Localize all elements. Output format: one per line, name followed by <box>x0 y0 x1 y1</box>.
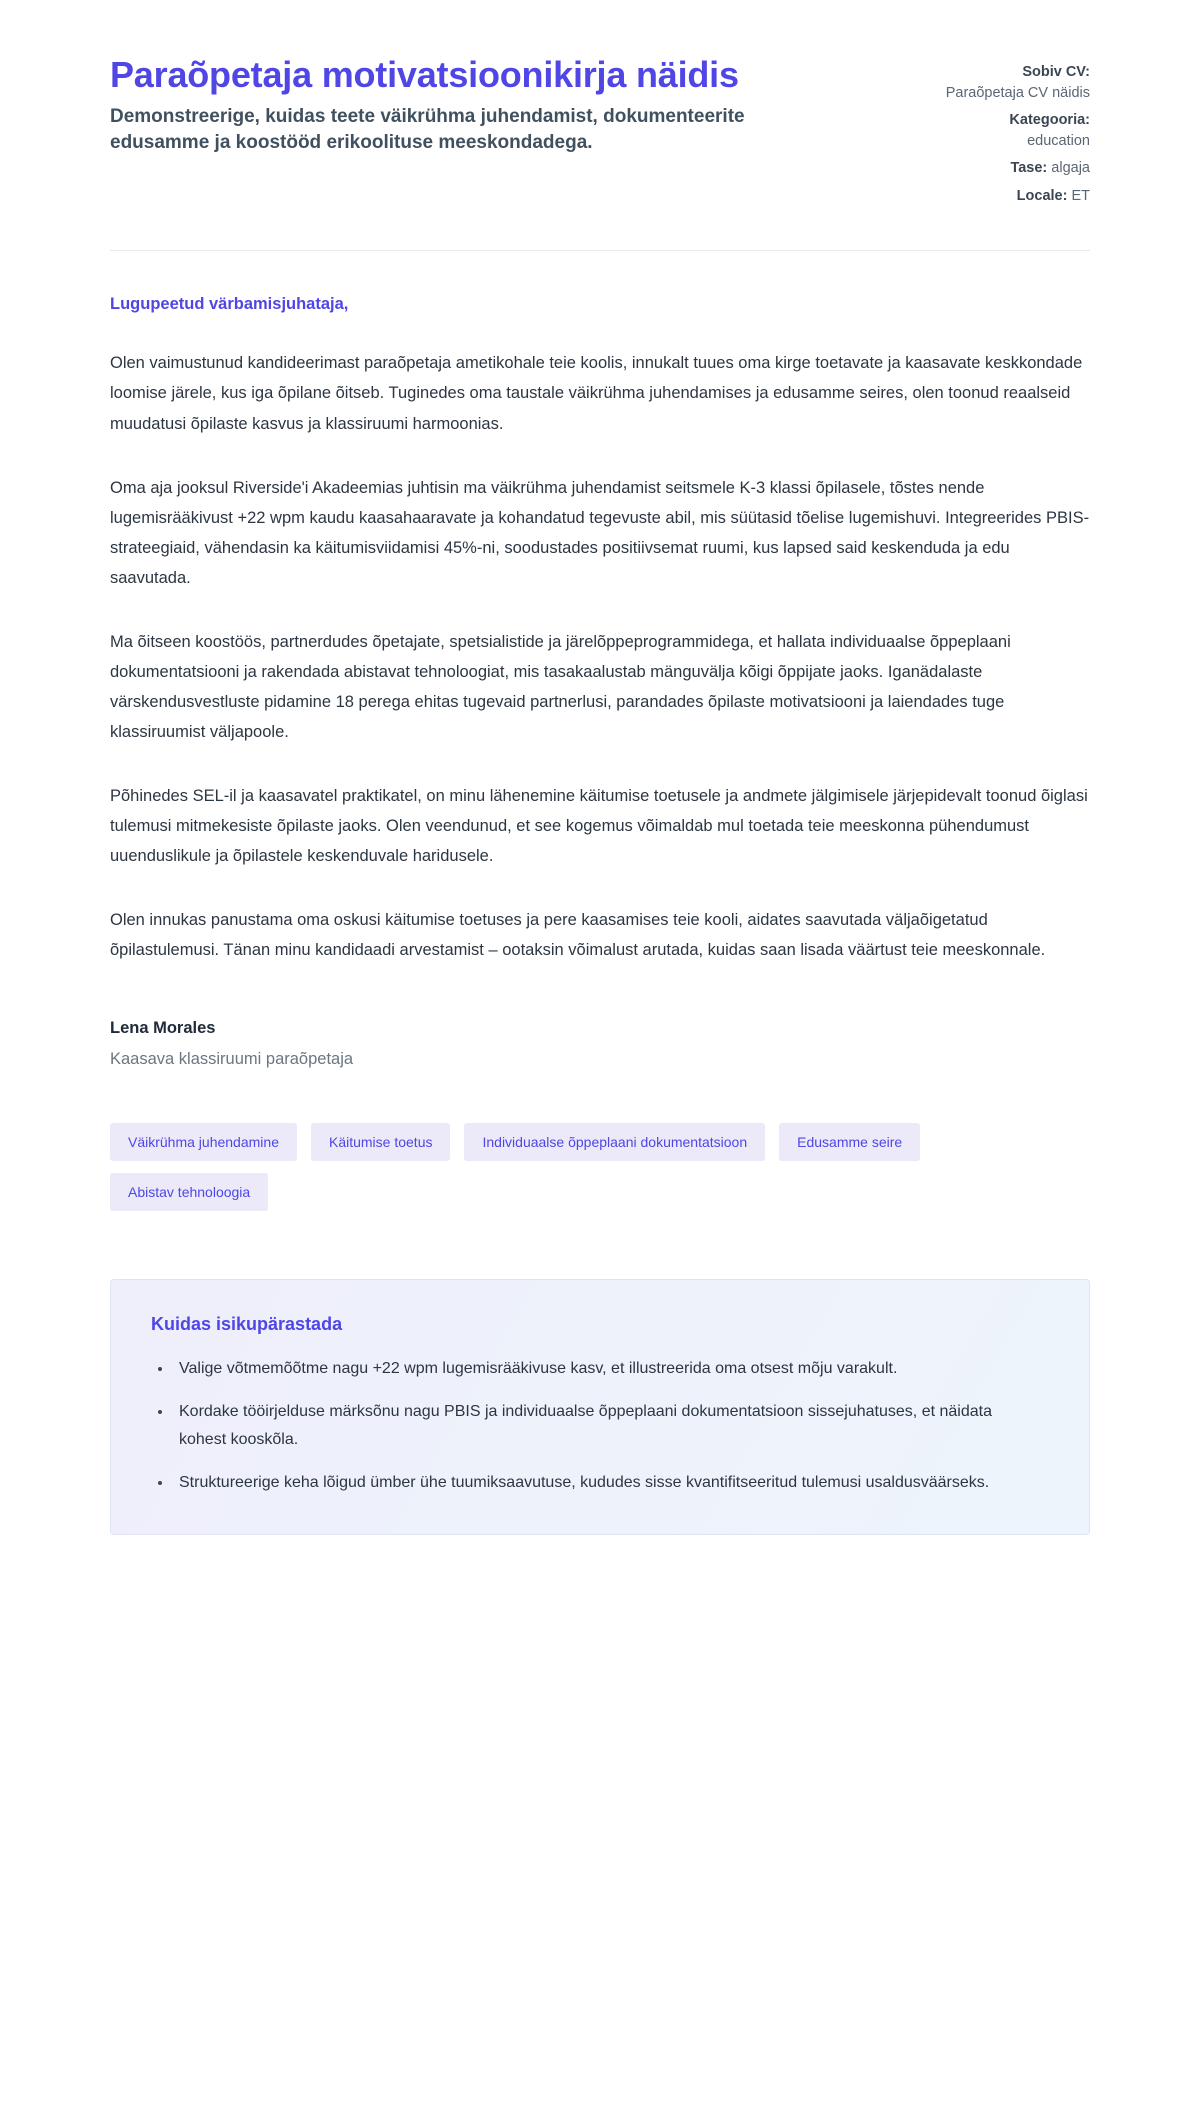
letter-paragraph: Oma aja jooksul Riverside'i Akadeemias juhtisin ma väikrühma juhendamist seitsmele K-3 klassi õpilasele, tõstes nende lugemisrääkivust +22 wpm kaudu kaasahaaravate ja kohandatud tegevuste abil, mis süütasid tõelise lugemishuvi. Integreerides PBIS-strateegiaid, vähendasin ka käitumisviidamisi 45%-ni, soodustades positiivsemat ruumi, kus lapsed said keskenduda ja edu saavutada. <box>110 478 1090 587</box>
tips-list <box>151 1355 1049 1498</box>
meta-row-locale <box>900 186 1090 207</box>
document-header <box>110 44 1090 206</box>
signature-name: Lena Morales <box>110 1018 216 1037</box>
letter-paragraph: Olen vaimustunud kandideerimast paraõpetaja ametikohale teie koolis, innukalt tuues oma kirge toetavate ja kaasavate keskkondade loomise järele, kus iga õpilane õitseb. Tuginedes oma taustale väikrühma juhendamises ja edusamme seires, olen toonud reaalseid muudatusi õpilaste kasvus ja klassiruumi harmoonias. <box>110 354 1083 433</box>
meta-value-locale: ET <box>1071 187 1090 204</box>
header-metadata <box>900 54 1090 206</box>
meta-label-level: Tase: <box>1010 160 1048 177</box>
tag-list <box>110 1123 980 1211</box>
tips-list-item: • Kordake tööirjelduse märksõnu nagu PBIS ja individuaalse õppeplaani dokumentatsioon sissejuhatuses, et näidata kohest kooskõla. <box>173 1398 993 1456</box>
page-title: Paraõpetaja motivatsioonikirja näidis <box>110 54 739 95</box>
tips-title: Kuidas isikupärastada <box>151 1313 343 1334</box>
tips-list-item: • Valige võtmemõõtme nagu +22 wpm lugemisrääkivuse kasv, et illustreerida oma otsest mõju varakult. <box>173 1355 993 1384</box>
tag-chip[interactable]: Abistav tehnoloogia <box>110 1173 268 1211</box>
tag-chip[interactable]: Edusamme seire <box>779 1123 920 1161</box>
letter-paragraph: Põhinedes SEL-il ja kaasavatel praktikatel, on minu lähenemine käitumise toetusele ja andmete jälgimisele järjepidevalt toonud õiglasi tulemusi mitmekesiste õpilaste jaoks. Olen veendunud, et see kogemus võimaldab mul toetada teie meeskonna pühendumust uuenduslikule ja õpilastele keskenduvale haridusele. <box>110 786 1088 865</box>
header-title-block <box>110 54 860 156</box>
tag-chip[interactable]: Väikrühma juhendamine <box>110 1123 297 1161</box>
personalization-tips-callout <box>110 1279 1090 1535</box>
letter-paragraph: Ma õitseen koostöös, partnerdudes õpetajate, spetsialistide ja järelõppeprogrammidega, et hallata individuaalse õppeplaani dokumentatsiooni ja rakendada abistavat tehnoloogiat, mis tasakaalustab mänguvälja kõigi õppijate jaoks. Iganädalaste värskendusvestluste pidamine 18 perega ehitas tugevaid partnerlusi, parandades õpilaste motivatsiooni ja laiendades tuge klassiruumist väljapoole. <box>110 632 1011 741</box>
meta-value-level: algaja <box>1051 160 1090 177</box>
meta-label-category: Kategooria: <box>1009 112 1090 129</box>
meta-value-matching-cv: Paraõpetaja CV näidis <box>945 84 1090 101</box>
meta-value-category: education <box>1027 132 1090 149</box>
meta-row-category <box>900 110 1090 151</box>
meta-label-matching-cv: Sobiv CV: <box>1022 64 1090 80</box>
meta-row-matching-cv <box>900 62 1090 103</box>
tips-list-item: • Struktureerige keha lõigud ümber ühe tuumiksaavutuse, kududes sisse kvantifitseeritud tulemusi usaldusväärseks. <box>173 1469 993 1498</box>
letter-paragraph: Olen innukas panustama oma oskusi käitumise toetuses ja pere kaasamises teie kooli, aidates saavutada väljaõigetatud õpilastulemusi. Tänan minu kandidaadi arvestamist – ootaksin võimalust arutada, kuidas saan lisada väärtust teie meeskonnale. <box>110 910 1046 959</box>
tag-chip[interactable]: Individuaalse õppeplaani dokumentatsioon <box>464 1123 765 1161</box>
page-subtitle: Demonstreerige, kuidas teete väikrühma juhendamist, dokumenteerite edusamme ja koostööd erikoolituse meeskondadega. <box>110 106 745 153</box>
signature-role: Kaasava klassiruumi paraõpetaja <box>110 1049 354 1068</box>
tag-chip[interactable]: Käitumise toetus <box>311 1123 451 1161</box>
letter-signature <box>110 1019 1090 1069</box>
letter-salutation: Lugupeetud värbamisjuhataja, <box>110 295 349 314</box>
cover-letter-body <box>110 251 1090 1534</box>
meta-row-level <box>900 158 1090 179</box>
meta-label-locale: Locale: <box>1016 187 1068 204</box>
